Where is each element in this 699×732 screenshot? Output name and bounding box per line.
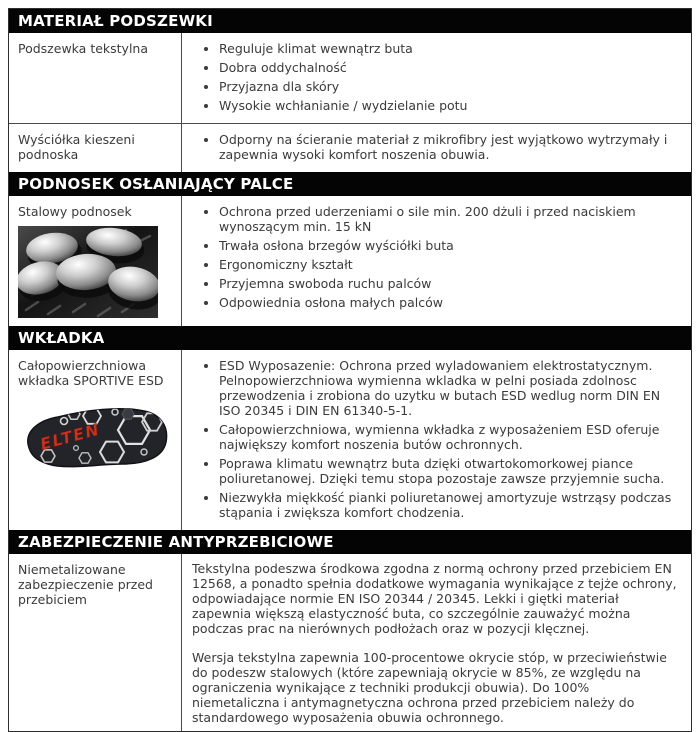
esd-insole-image: [18, 400, 175, 480]
steel-toe-caps-image: [18, 226, 175, 318]
bullet-list: [192, 132, 679, 162]
section-title: MATERIAŁ PODSZEWKI: [18, 12, 213, 30]
bullet-item: • Niezwykła miękkość pianki poliuretanowej amortyzuje wstrząsy podczas stąpania i zwiększa komfort chodzenia.: [219, 490, 679, 520]
bullet-item: • Ochrona przed uderzeniami o sile min. 200 dżuli i przed naciskiem wynoszącym min. 15 kN: [219, 204, 679, 234]
row-label: Wyściółka kieszeni podnoska: [18, 132, 135, 162]
elten-brand-logo-text: ELTEN: [38, 419, 103, 454]
row-content-cell: [182, 350, 691, 530]
bullet-item: • Reguluje klimat wewnątrz buta: [219, 41, 679, 56]
bullet-list: [192, 41, 679, 113]
table-row-podszewka-tekstylna: [9, 33, 691, 123]
bullet-item: • Trwała osłona brzegów wyściółki buta: [219, 238, 679, 253]
row-content-cell: [182, 554, 691, 731]
bullet-item: • ESD Wyposazenie: Ochrona przed wyladowaniem elektrostatycznym. Pelnopowierzchniowa wymienna wkladka w pelni posiada zdolnosc przewodzenia i zrobiona do uzytku w butach ESD wedlug norm DIN EN ISO 20345 i DIN EN 61340-5-1.: [219, 358, 679, 418]
product-spec-table: [8, 8, 692, 732]
section-title: ZABEZPIECZENIE ANTYPRZEBICIOWE: [18, 533, 334, 551]
row-label-cell: [9, 124, 182, 172]
bullet-item: • Dobra oddychalność: [219, 60, 679, 75]
bullet-list: [192, 358, 679, 520]
bullet-item: • Odporny na ścieranie materiał z mikrofibry jest wyjątkowo wytrzymały i zapewnia wysoki komfort noszenia obuwia.: [219, 132, 679, 162]
bullet-item: • Przyjemna swoboda ruchu palców: [219, 276, 679, 291]
row-label-cell: [9, 196, 182, 326]
section-title: WKŁADKA: [18, 329, 105, 347]
table-row-zabezpieczenie-przed-przebiciem: [9, 554, 691, 731]
row-label-cell: [9, 350, 182, 530]
steel-toe-caps-photo: [18, 226, 158, 318]
description-paragraph: Tekstylna podeszwa środkowa zgodna z normą ochrony przed przebiciem EN 12568, a ponadto spełnia dodatkowe wymagania wynikające z tejże ochrony, odpowiadające normie EN ISO 20344 / 20345. Lekki i giętki materiał zapewnia większą elastyczność buta, co szczególnie zauważyć można podczas prac na nierównych podłożach oraz w pozycji klęcznej.: [192, 561, 677, 636]
bullet-item: • Wysokie wchłanianie / wydzielanie potu: [219, 98, 679, 113]
bullet-item: • Całopowierzchniowa, wymienna wkładka z wyposażeniem ESD oferuje największy komfort noszenia butów ochronnych.: [219, 422, 679, 452]
esd-insole-photo: [18, 400, 172, 480]
table-row-wysciolka-kieszeni: [9, 123, 691, 172]
bullet-item: • Przyjazna dla skóry: [219, 79, 679, 94]
row-label: Stalowy podnosek: [18, 204, 132, 219]
row-label: Niemetalizowane zabezpieczenie przed przebiciem: [18, 562, 153, 607]
row-label: Podszewka tekstylna: [18, 41, 149, 56]
bullet-list: [192, 204, 679, 310]
bullet-item: • Ergonomiczny kształt: [219, 257, 679, 272]
row-label-cell: [9, 554, 182, 731]
table-row-stalowy-podnosek: [9, 196, 691, 326]
bullet-item: • Poprawa klimatu wewnątrz buta dzięki otwartokomorkowej piance poliuretanowej. Dzięki temu stopa pozostaje zawsze przyjemnie sucha.: [219, 456, 679, 486]
section-title: PODNOSEK OSŁANIAJĄCY PALCE: [18, 175, 294, 193]
row-label-cell: [9, 33, 182, 123]
section-header-wkladka: [9, 326, 691, 350]
description-paragraph: Wersja tekstylna zapewnia 100-procentowe okrycie stóp, w przeciwieństwie do podeszw stalowych (które zapewniają okrycie w 85%, ze względu na ograniczenia wynikające z techniki produkcji obuwia). Do 100% niemetaliczna i antymagnetyczna ochrona przed przebiciem należy do standardowego wyposażenia obuwia ochronnego.: [192, 650, 667, 725]
section-header-zabezpieczenie-antyprzebiciowe: [9, 530, 691, 554]
section-header-material-podszewki: [9, 9, 691, 33]
row-label: Całopowierzchniowa wkładka SPORTIVE ESD: [18, 358, 164, 388]
row-content-cell: [182, 196, 691, 326]
bullet-item: • Odpowiednia osłona małych palców: [219, 295, 679, 310]
row-content-cell: [182, 33, 691, 123]
section-header-podnosek: [9, 172, 691, 196]
table-row-wkladka-sportive-esd: [9, 350, 691, 530]
row-content-cell: [182, 124, 691, 172]
